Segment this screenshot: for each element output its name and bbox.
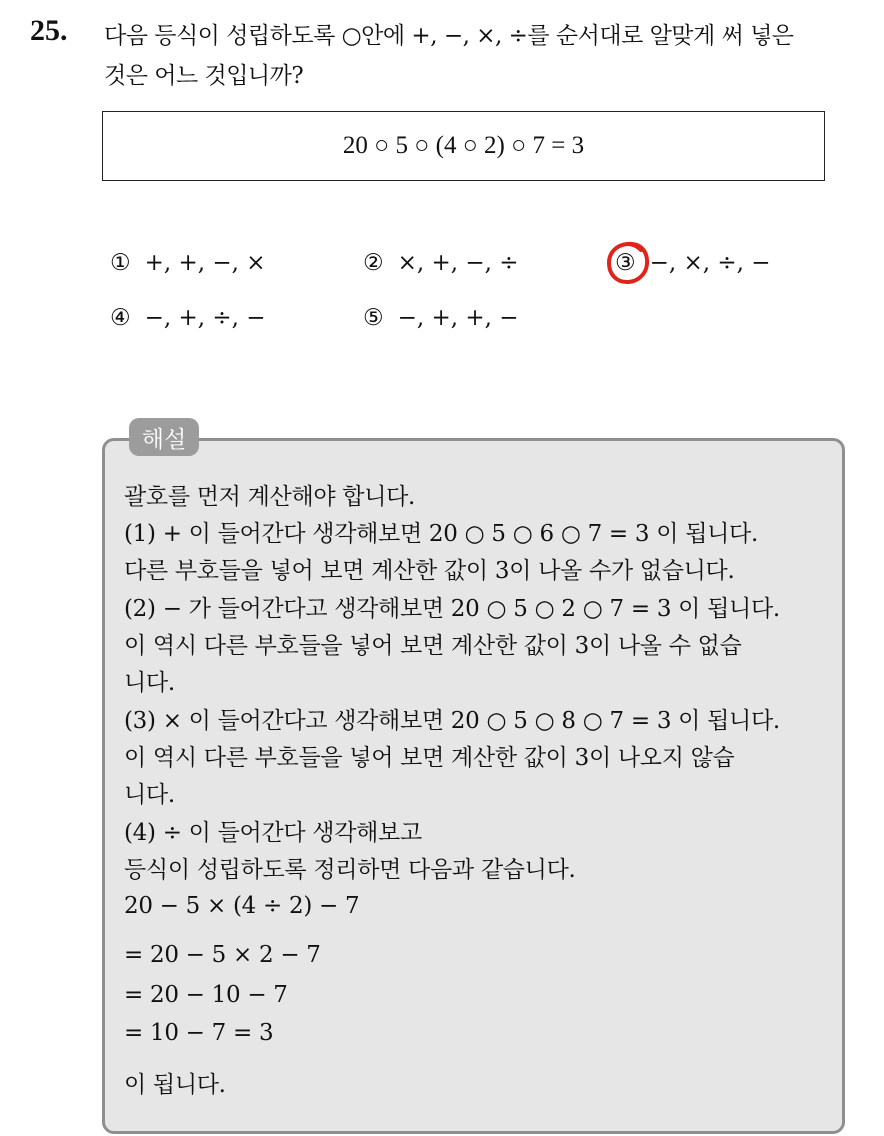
choice-number: ⑤ xyxy=(363,305,384,331)
explanation-line: 20 − 5 × (4 ÷ 2) − 7 xyxy=(124,893,360,919)
explanation-line: = 10 − 7 = 3 xyxy=(124,1020,274,1046)
choice-ops: ×, +, −, ÷ xyxy=(397,250,519,276)
explanation-line: 등식이 성립하도록 정리하면 다음과 같습니다. xyxy=(124,857,576,883)
question-text xyxy=(104,16,874,96)
explanation-tag: 해설 xyxy=(129,418,199,456)
explanation-line: 괄호를 먼저 계산해야 합니다. xyxy=(124,484,416,510)
question-line-1: 다음 등식이 성립하도록 ○안에 +, −, ×, ÷를 순서대로 알맞게 써 넣은 xyxy=(104,23,794,49)
choice-5[interactable] xyxy=(363,305,519,331)
explanation-line: = 20 − 10 − 7 xyxy=(124,982,288,1008)
explanation-line: = 20 − 5 × 2 − 7 xyxy=(124,942,321,968)
explanation-line: 다른 부호들을 넣어 보면 계산한 값이 3이 나올 수가 없습니다. xyxy=(124,558,735,584)
equation-box xyxy=(102,111,825,181)
choice-ops: −, +, ÷, − xyxy=(144,305,266,331)
choice-number: ④ xyxy=(110,305,131,331)
equation: 20 ○ 5 ○ (4 ○ 2) ○ 7 = 3 xyxy=(342,132,585,159)
choice-ops: −, +, +, − xyxy=(397,305,519,331)
choice-2[interactable] xyxy=(363,250,519,276)
choice-4[interactable] xyxy=(110,305,266,331)
choice-number: ③ xyxy=(615,250,636,276)
question-number: 25. xyxy=(30,14,68,47)
explanation-line: (3) × 이 들어간다고 생각해보면 20 ○ 5 ○ 8 ○ 7 = 3 이 됩니다. xyxy=(124,708,780,734)
explanation-line: 이 역시 다른 부호들을 넣어 보면 계산한 값이 3이 나올 수 없습 xyxy=(124,633,742,659)
choice-3[interactable] xyxy=(615,250,771,276)
explanation-line: 니다. xyxy=(124,782,175,808)
choice-number: ① xyxy=(110,250,131,276)
choice-ops: −, ×, ÷, − xyxy=(649,250,771,276)
choice-1[interactable] xyxy=(110,250,266,276)
question-line-2: 것은 어느 것입니까? xyxy=(104,63,304,89)
explanation-line: 이 역시 다른 부호들을 넣어 보면 계산한 값이 3이 나오지 않습 xyxy=(124,745,735,771)
explanation-line: (1) + 이 들어간다 생각해보면 20 ○ 5 ○ 6 ○ 7 = 3 이 됩니다. xyxy=(124,521,758,547)
choice-number: ② xyxy=(363,250,384,276)
explanation-line: (4) ÷ 이 들어간다 생각해보고 xyxy=(124,820,422,846)
red-circle-mark-icon xyxy=(603,238,653,288)
explanation-line: 니다. xyxy=(124,670,175,696)
choice-ops: +, +, −, × xyxy=(144,250,266,276)
explanation-line: 이 됩니다. xyxy=(124,1072,226,1098)
explanation-line: (2) − 가 들어간다고 생각해보면 20 ○ 5 ○ 2 ○ 7 = 3 이 됩니다. xyxy=(124,596,780,622)
